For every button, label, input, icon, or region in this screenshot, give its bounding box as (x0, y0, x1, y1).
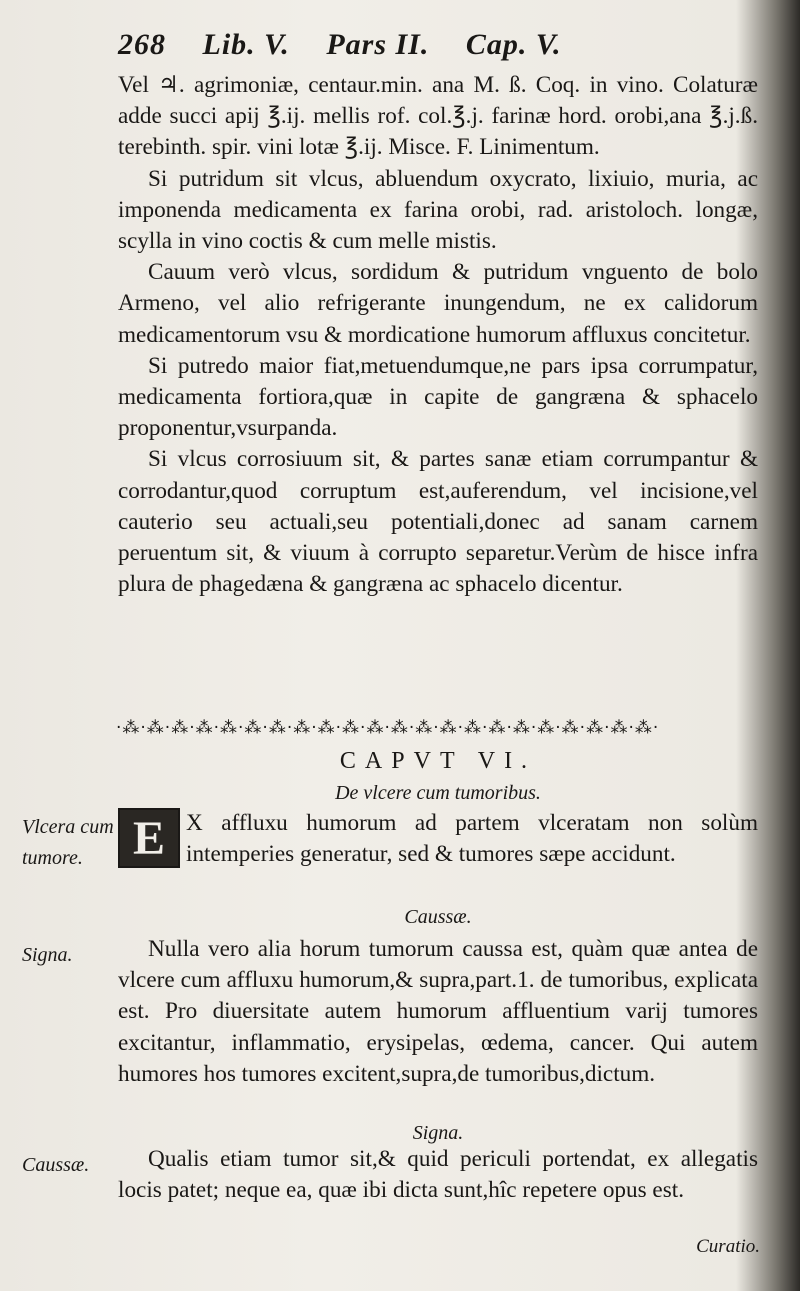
main-text-block (118, 70, 758, 600)
decorative-divider: ·⁂·⁂·⁂·⁂·⁂·⁂·⁂·⁂·⁂·⁂·⁂·⁂·⁂·⁂·⁂·⁂·⁂·⁂·⁂·⁂·⁂·⁂· (116, 718, 660, 738)
paragraph-caussae: Nulla vero alia horum tumorum caussa est, quàm quæ antea de vlcere cum affluxu humorum,& supra,part.1. de tumoribus, explicata est. Pro diuersitate autem humorum affluentium varij tumores excitantur, inflammatio, erysipelas, œdema, cancer. Qui autem humores hos tumores excitent,supra,de tumoribus,dictum. (118, 936, 758, 1087)
paragraph-corrosiuum: Si vlcus corrosiuum sit, & partes sanæ etiam corrumpantur & corrodantur,quod corruptum est,auferendum, vel incisione,vel cauterio seu actuali,seu potentiali,donec ad sanam carnem peruentum sit, & viuum à corrupto separetur.Verùm de hisce infra plura de phagedæna & gangræna ac sphacelo dicentur. (118, 446, 758, 598)
paragraph-signa: Qualis etiam tumor sit,& quid periculi portendat, ex allegatis locis patet; neque ea, quæ ibi dicta sunt,hîc repetere opus est. (118, 1146, 758, 1204)
drop-cap-initial (118, 808, 180, 868)
paragraph-recipe: Vel ♃. agrimoniæ, centaur.min. ana M. ß. Coq. in vino. Colaturæ adde succi apij ℥.ij. mellis rof. col.℥.j. farinæ hord. orobi,ana ℥.j.ß. terebinth. spir. vini lotæ ℥.ij. Misce. F. Linimentum. (118, 72, 758, 161)
paragraph-cauum: Cauum verò vlcus, sordidum & putridum vnguento de bolo Armeno, vel alio refrigerante inungendum, ne ex calidorum medicamentorum vsu & mordicatione humorum affluxus concitetur. (118, 259, 758, 348)
chapter-subtitle: De vlcere cum tumoribus. (335, 782, 541, 804)
section-heading-signa: Signa. (412, 1122, 464, 1144)
margin-note-vlcera: Vlcera cum tumore. (22, 816, 114, 869)
pars-label: Pars II. (326, 28, 430, 61)
page-number: 268 (118, 28, 166, 61)
margin-note-caussae: Caussæ. (22, 1154, 90, 1176)
drop-cap-letter: E (132, 811, 165, 865)
chapter-label: Cap. V. (465, 28, 562, 61)
section-text-signa (118, 1144, 758, 1206)
chapter-title: CAPVT VI. (339, 748, 537, 774)
running-header (118, 28, 758, 62)
book-label: Lib. V. (202, 28, 290, 61)
section-text-caussae (118, 934, 758, 1090)
catchword: Curatio. (696, 1236, 760, 1257)
paragraph-putredo: Si putredo maior fiat,metuendumque,ne pars ipsa corrumpatur, medicamenta fortiora,quæ in capite de gangræna & sphacelo proponentur,vsurpanda. (118, 352, 758, 442)
section-heading-caussae: Caussæ. (404, 906, 472, 928)
chapter-opening-text: X affluxu humorum ad partem vlceratam non solùm intemperies generatur, sed & tumores sæpe accidunt. (186, 810, 758, 868)
paragraph-putridum: Si putridum sit vlcus, abluendum oxycrato, lixiuio, muria, ac imponenda medicamenta ex farina orobi, rad. aristoloch. longæ, scylla in vino coctis & cum melle mistis. (118, 165, 758, 255)
margin-note-signa: Signa. (22, 944, 73, 966)
